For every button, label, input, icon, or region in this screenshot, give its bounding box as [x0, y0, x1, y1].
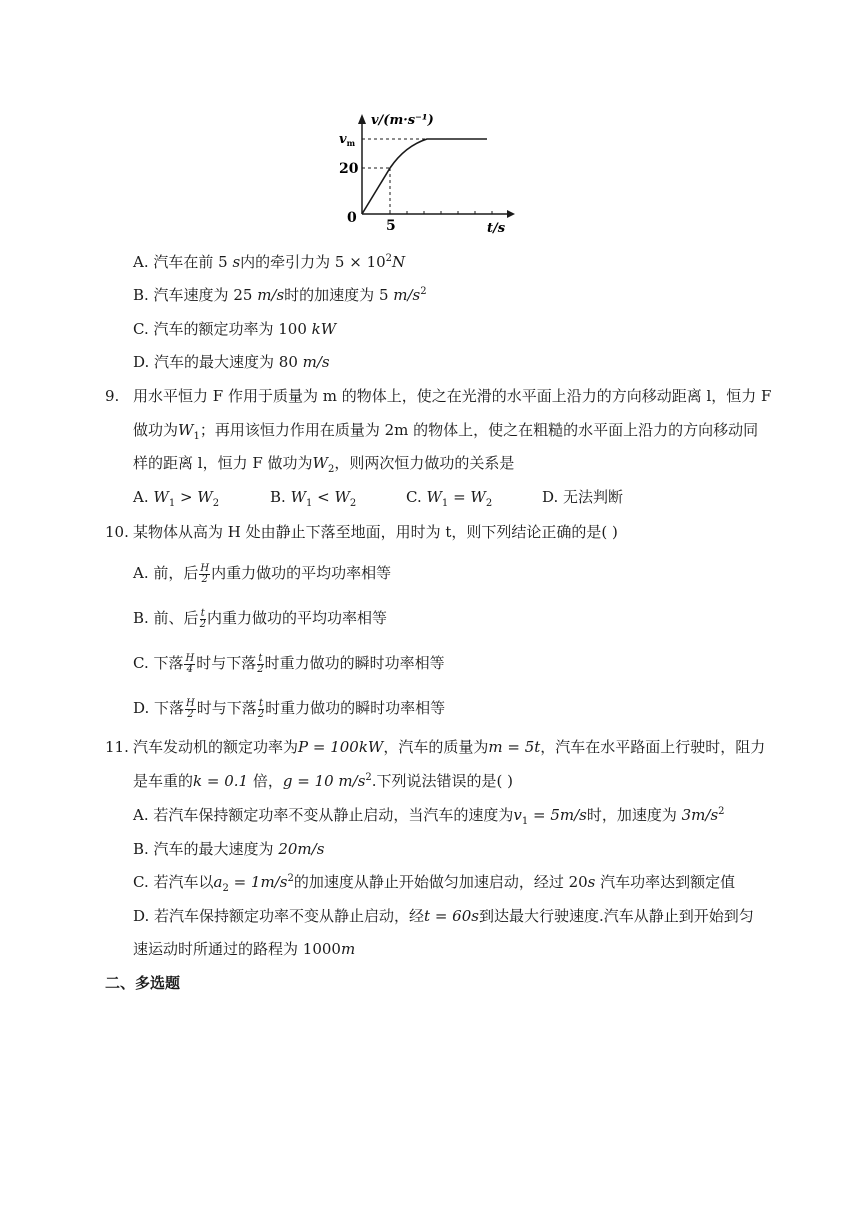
fraction-H-over-4: $\frac{H}{4}$	[185, 652, 195, 675]
q10-option-a: A. 前，后 $\frac{H}{2}$ 内重力做功的平均功率相等	[133, 562, 392, 585]
q10-number: 10.	[105, 523, 129, 541]
q8-option-d: D. 汽车的最大速度为 80 m/s	[133, 353, 330, 371]
q9-line-2: 做功为$W_1$；再用该恒力作用在质量为 2m 的物体上，使之在粗糙的水平面上沿力的方向移动同	[133, 421, 759, 442]
q8-option-b: B. 汽车速度为 25 m/s时的加速度为 5 $m/s^2$	[133, 286, 427, 304]
q10-option-d: D. 下落 $\frac{H}{2}$ 时与下落 $\frac{t}{2}$ 时重力做功的瞬时功率相等	[133, 697, 446, 720]
q10-stem: 某物体从高为 H 处由静止下落至地面，用时为 t，则下列结论正确的是( )	[133, 523, 618, 541]
fraction-H-over-2: $\frac{H}{2}$	[200, 562, 210, 585]
tick-5: 5	[386, 218, 396, 234]
q9-number: 9.	[105, 387, 120, 405]
q9-option-b: B. $W_1 < W_2$	[270, 488, 357, 509]
q9-option-d: D. 无法判断	[542, 488, 624, 506]
q11-option-d-line-2: 速运动时所通过的路程为 1000m	[133, 940, 356, 958]
fraction-t-over-2: $\frac{t}{2}$	[199, 607, 206, 630]
q11-option-b: B. 汽车的最大速度为 20m/s	[133, 840, 325, 858]
q11-line-2: 是车重的k = 0.1 倍，g = 10 $m/s^2$.下列说法错误的是( )	[133, 772, 514, 790]
fraction-t-over-2: $\frac{t}{2}$	[257, 652, 264, 675]
q9-option-a: A. $W_1 > W_2$	[133, 488, 220, 509]
q11-option-d-line-1: D. 若汽车保持额定功率不变从静止启动，经t = 60s到达最大行驶速度.汽车从静止到开始到匀	[133, 907, 754, 925]
q11-number: 11.	[105, 738, 129, 756]
q11-line-1: 汽车发动机的额定功率为P = 100kW，汽车的质量为m = 5t，汽车在水平路面上行驶时，阻力	[133, 738, 766, 756]
fraction-t-over-2: $\frac{t}{2}$	[257, 697, 265, 720]
tick-20: 20	[339, 161, 359, 177]
q10-option-c: C. 下落 $\frac{H}{4}$ 时与下落 $\frac{t}{2}$ 时重力做功的瞬时功率相等	[133, 652, 445, 675]
velocity-curve	[362, 139, 487, 214]
vm-label: $v_m$	[339, 132, 356, 148]
q11-option-a: A. 若汽车保持额定功率不变从静止启动，当汽车的速度为$v_1 = 5m/s$时，加速度为 $3m/s^2$	[133, 806, 725, 827]
section-heading: 二、多选题	[105, 974, 181, 992]
y-axis-label: v/(m·s⁻¹)	[371, 113, 434, 128]
q8-option-c: C. 汽车的额定功率为 100 kW	[133, 320, 337, 338]
x-axis-arrow	[507, 210, 515, 218]
q11-option-c: C. 若汽车以$a_2 = 1m/s^2$的加速度从静止开始做匀加速启动，经过 20s 汽车功率达到额定值	[133, 873, 736, 894]
q9-line-1: 用水平恒力 F 作用于质量为 m 的物体上，使之在光滑的水平面上沿力的方向移动距离 l，恒力 F	[133, 387, 772, 405]
tick-0: 0	[347, 210, 357, 226]
y-axis-arrow	[358, 114, 366, 124]
x-axis-label: t/s	[487, 221, 506, 236]
q9-line-3: 样的距离 l，恒力 F 做功为$W_2$，则两次恒力做功的关系是	[133, 454, 515, 475]
q8-option-a: A. 汽车在前 5 s内的牵引力为 $5 \times 10^2N$	[133, 253, 406, 271]
q9-option-c: C. $W_1 = W_2$	[406, 488, 493, 509]
velocity-time-graph	[335, 108, 515, 238]
q10-option-b: B. 前、后 $\frac{t}{2}$ 内重力做功的平均功率相等	[133, 607, 387, 630]
fraction-H-over-2: $\frac{H}{2}$	[186, 697, 195, 720]
